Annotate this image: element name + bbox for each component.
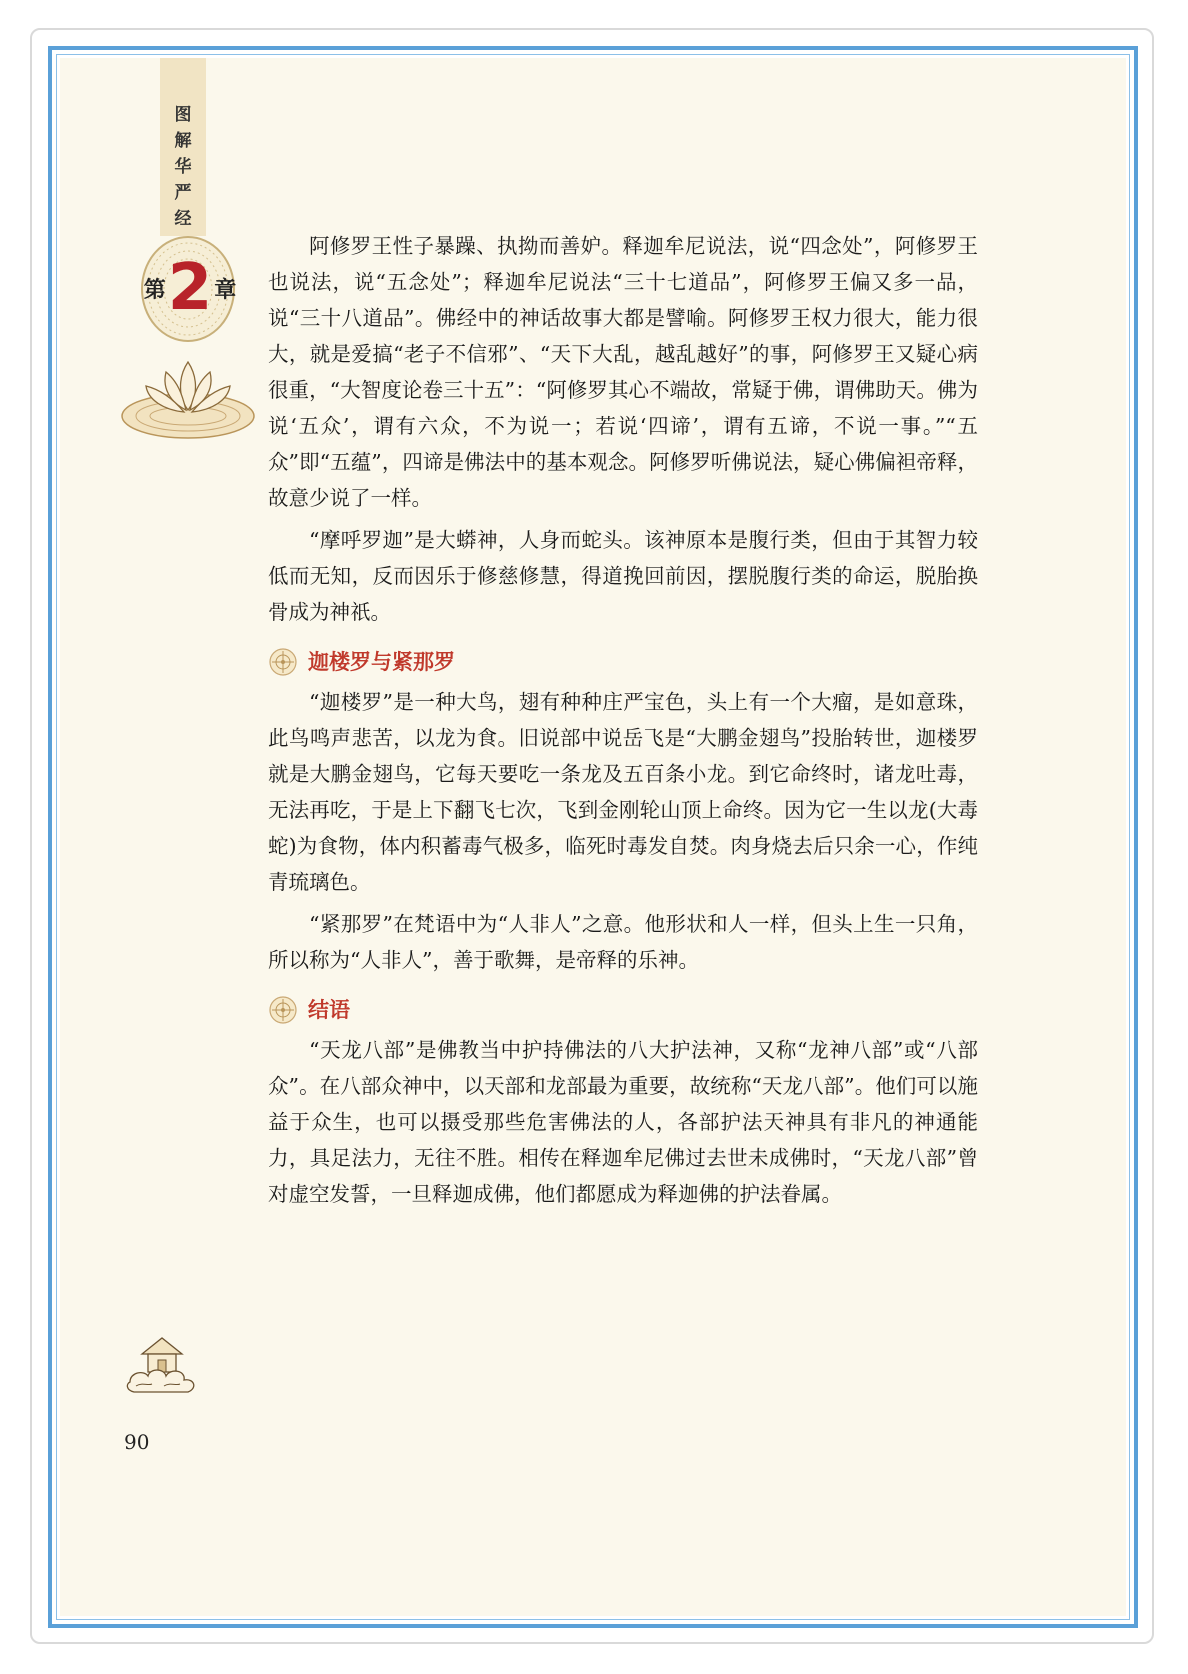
side-title-char: 图 [174, 105, 192, 125]
side-title-char: 经 [174, 209, 192, 229]
temple-cloud-ornament-icon [122, 1324, 202, 1404]
dharma-wheel-icon [268, 647, 298, 677]
book-page [60, 58, 1126, 1616]
section-title: 结语 [308, 998, 350, 1022]
section-title: 迦楼罗与紧那罗 [308, 650, 455, 674]
main-text [268, 228, 978, 1218]
page-number: 90 [124, 1430, 150, 1454]
lotus-icon [118, 342, 258, 442]
side-title-char: 严 [174, 183, 192, 203]
side-title-char: 解 [174, 131, 192, 151]
paragraph: “摩呼罗迦”是大蟒神，人身而蛇头。该神原本是腹行类，但由于其智力较低而无知，反而因乐于修慈修慧，得道挽回前因，摆脱腹行类的命运，脱胎换骨成为神祇。 [268, 528, 978, 624]
paragraph: “紧那罗”在梵语中为“人非人”之意。他形状和人一样，但头上生一只角，所以称为“人非人”，善于歌舞，是帝释的乐神。 [268, 912, 978, 972]
chapter-number: 2 [167, 251, 213, 325]
chapter-prefix: 第 [143, 277, 166, 303]
dharma-wheel-icon [268, 995, 298, 1025]
chapter-label [140, 248, 240, 328]
side-title-tab [160, 58, 206, 236]
section-heading [268, 992, 978, 1028]
paragraph: “天龙八部”是佛教当中护持佛法的八大护法神，又称“龙神八部”或“八部众”。在八部众神中，以天部和龙部最为重要，故统称“天龙八部”。他们可以施益于众生，也可以摄受那些危害佛法的人，各部护法天神具有非凡的神通能力，具足法力，无往不胜。相传在释迦牟尼佛过去世未成佛时，“天龙八部”曾对虚空发誓，一旦释迦成佛，他们都愿成为释迦佛的护法眷属。 [268, 1038, 978, 1206]
paragraph: “迦楼罗”是一种大鸟，翅有种种庄严宝色，头上有一个大瘤，是如意珠，此鸟鸣声悲苦，以龙为食。旧说部中说岳飞是“大鹏金翅鸟”投胎转世，迦楼罗就是大鹏金翅鸟，它每天要吃一条龙及五百条小龙。到它命终时，诸龙吐毒，无法再吃，于是上下翻飞七次，飞到金刚轮山顶上命终。因为它一生以龙(大毒蛇)为食物，体内积蓄毒气极多，临死时毒发自焚。肉身烧去后只余一心，作纯青琉璃色。 [268, 690, 978, 894]
paragraph: 阿修罗王性子暴躁、执拗而善妒。释迦牟尼说法，说“四念处”，阿修罗王也说法，说“五念处”；释迦牟尼说法“三十七道品”，阿修罗王偏又多一品，说“三十八道品”。佛经中的神话故事大都是譬喻。阿修罗王权力很大，能力很大，就是爱搞“老子不信邪”、“天下大乱，越乱越好”的事，阿修罗王又疑心病很重，“大智度论卷三十五”：“阿修罗其心不端故，常疑于佛，谓佛助天。佛为说‘五众’，谓有六众，不为说一；若说‘四谛’，谓有五谛，不说一事。”“五众”即“五蕴”，四谛是佛法中的基本观念。阿修罗听佛说法，疑心佛偏袒帝释，故意少说了一样。 [268, 234, 978, 510]
chapter-suffix: 章 [214, 277, 237, 303]
section-heading [268, 644, 978, 680]
side-title-char: 华 [174, 157, 192, 177]
